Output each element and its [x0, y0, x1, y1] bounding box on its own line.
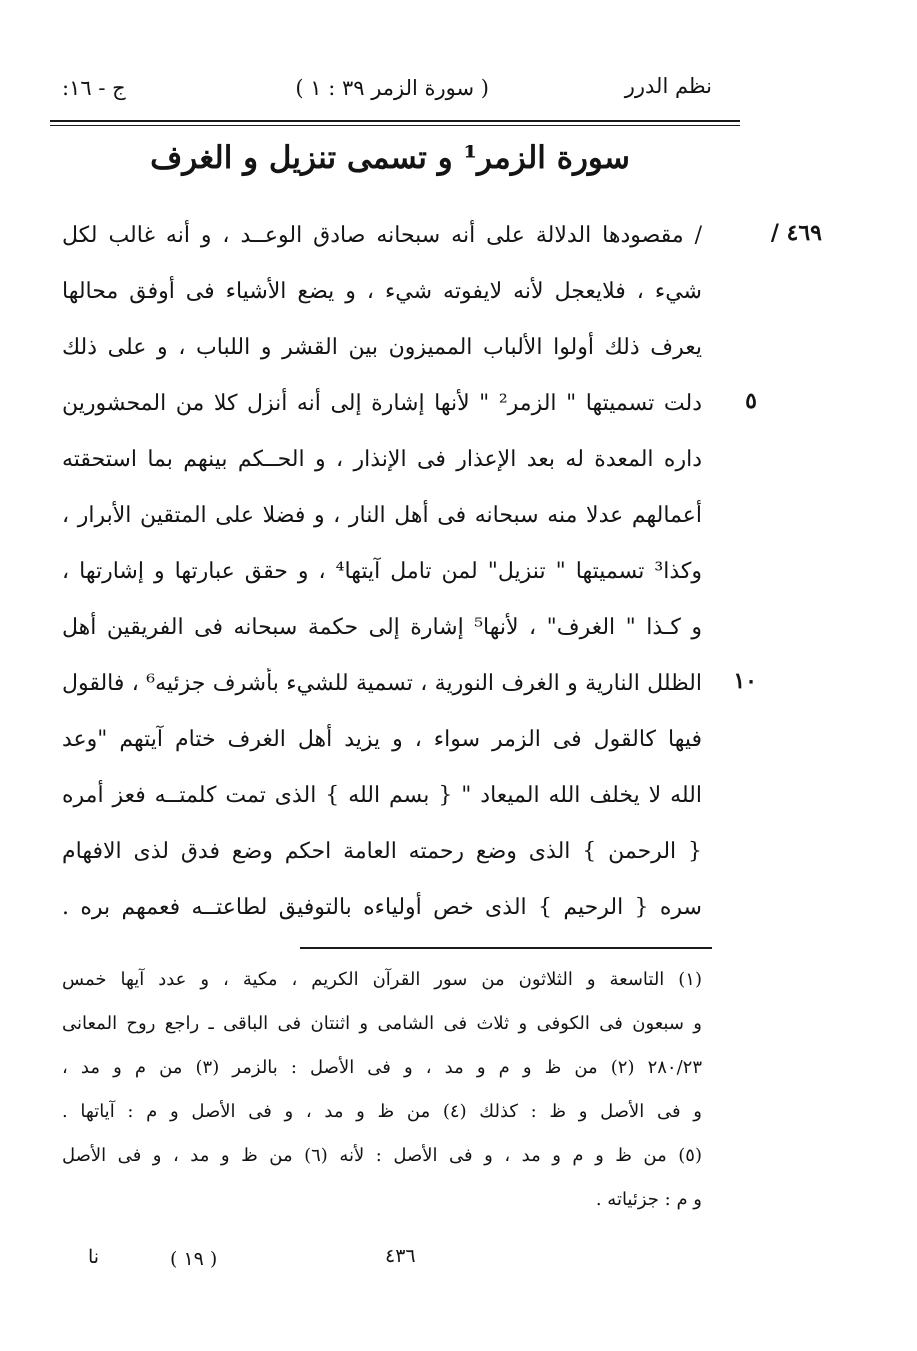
footnote-line: و م : جزئياته . — [595, 1189, 702, 1210]
line-number: ١٠ — [733, 668, 757, 694]
header-rule — [50, 120, 740, 122]
footnote-separator — [300, 947, 712, 949]
footnote-line: (٥) من ظ و م و مد ، و فى الأصل : لأنه (٦) من ظ و مد ، و فى الأصل — [62, 1145, 702, 1166]
body-line: داره المعدة له بعد الإعذار فى الإنذار ، و الحــكم بينهم بما استحقته — [62, 447, 702, 472]
footnote-line: ٢٨٠/٢٣ (٢) من ظ و م و مد ، و فى الأصل : بالزمر (٣) من م و مد ، — [62, 1057, 702, 1078]
body-line: { الرحمن } الذى وضع رحمته العامة احكم وضع فدق لذى الافهام — [62, 839, 702, 864]
body-line: دلت تسميتها " الزمر² " لأنها إشارة إلى أنه أنزل كلا من المحشورين — [62, 391, 702, 416]
body-line: فيها كالقول فى الزمر سواء ، و يزيد أهل الغرف ختام آيتهم "وعد — [62, 727, 702, 752]
body-line: الظلل النارية و الغرف النورية ، تسمية للشيء بأشرف جزئيه⁶ ، فالقول — [62, 671, 702, 696]
body-line: أعمالهم عدلا منه سبحانه فى أهل النار ، و فضلا على المتقين الأبرار ، — [62, 503, 702, 528]
body-line: وكذا³ تسميتها " تنزيل" لمن تامل آيتها⁴ ، و حقق عبارتها و إشارتها ، — [62, 559, 702, 584]
signature-mark: ( ١٩ ) — [170, 1248, 218, 1270]
body-line: / مقصودها الدلالة على أنه سبحانه صادق الوعــد ، و أنه غالب لكل — [62, 223, 702, 248]
running-header-surah-reference: ( سورة الزمر ٣٩ : ١ ) — [295, 76, 489, 100]
body-line: شيء ، فلايعجل لأنه لايفوته شيء ، و يضع الأشياء فى أوفق محالها — [62, 279, 702, 304]
footnote-line: (١) التاسعة و الثلاثون من سور القرآن الكريم ، مكية ، و عدد آيها خمس — [62, 969, 702, 990]
body-line: يعرف ذلك أولوا الألباب المميزون بين القشر و اللباب ، و على ذلك — [62, 335, 702, 360]
body-line: سره { الرحيم } الذى خص أولياءه بالتوفيق لطاعتــه فعمهم بره . — [62, 895, 702, 920]
running-header-book-title: نظم الدرر — [624, 74, 712, 98]
footnote-line: و سبعون فى الكوفى و ثلاث فى الشامى و اثنتان فى الباقى ـ راجع روح المعانى — [62, 1013, 702, 1034]
margin-page-number: ٤٦٩ / — [770, 220, 822, 246]
header-rule-thin — [50, 125, 740, 126]
line-number: ٥ — [745, 388, 757, 414]
printer-mark: نا — [88, 1246, 100, 1268]
footnote-line: و فى الأصل و ظ : كذلك (٤) من ظ و مد ، و فى الأصل و م : آياتها . — [62, 1101, 702, 1122]
body-line: و كـذا " الغرف" ، لأنها⁵ إشارة إلى حكمة سبحانه فى الفريقين أهل — [62, 615, 702, 640]
page-number: ٤٣٦ — [385, 1245, 416, 1267]
body-line: الله لا يخلف الله الميعاد " { بسم الله } الذى تمت كلمتــه فعز أمره — [62, 783, 702, 808]
running-header-volume: ج - ١٦: — [62, 76, 126, 100]
chapter-title: سورة الزمر¹ و تسمى تنزيل و الغرف — [150, 140, 630, 176]
